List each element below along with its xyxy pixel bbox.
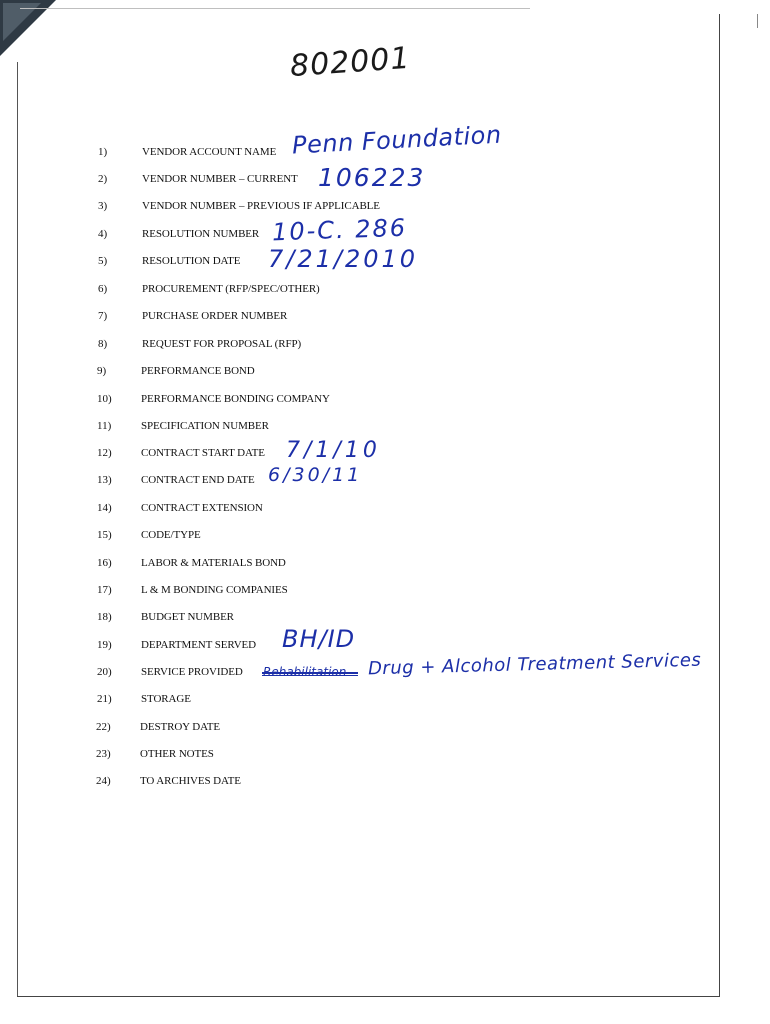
row-label: PROCUREMENT (RFP/SPEC/OTHER) — [142, 283, 320, 295]
row-number: 1) — [98, 146, 108, 158]
contract-start-value: 7/1/10 — [286, 438, 381, 463]
vendor-number-value: 106223 — [318, 163, 426, 192]
row-number: 23) — [96, 748, 111, 760]
resolution-date-value: 7/21/2010 — [268, 245, 419, 273]
strike-through-line — [262, 675, 358, 676]
file-number: 802001 — [288, 40, 412, 85]
row-label: VENDOR NUMBER – CURRENT — [142, 173, 298, 185]
row-number: 15) — [97, 529, 112, 541]
row-label: PURCHASE ORDER NUMBER — [142, 310, 288, 322]
page-border-bottom — [17, 996, 720, 997]
row-number: 3) — [98, 200, 108, 212]
row-label: STORAGE — [141, 693, 191, 705]
row-label: OTHER NOTES — [140, 748, 214, 760]
row-label: SPECIFICATION NUMBER — [141, 420, 269, 432]
row-label: L & M BONDING COMPANIES — [141, 584, 288, 596]
row-label: DEPARTMENT SERVED — [141, 639, 257, 651]
row-number: 24) — [96, 775, 111, 787]
row-number: 2) — [98, 173, 108, 185]
service-provided-value: Drug + Alcohol Treatment Services — [367, 649, 702, 680]
row-label: PERFORMANCE BONDING COMPANY — [141, 393, 330, 405]
row-number: 12) — [97, 447, 112, 459]
row-label: DESTROY DATE — [140, 721, 220, 733]
row-number: 9) — [97, 365, 107, 377]
row-label: LABOR & MATERIALS BOND — [141, 557, 286, 569]
strike-through-line — [262, 672, 358, 674]
row-number: 7) — [98, 310, 108, 322]
page-border-left — [17, 62, 18, 997]
row-number: 8) — [98, 338, 108, 350]
row-number: 11) — [97, 420, 112, 432]
page-border-top — [20, 8, 530, 9]
row-number: 10) — [97, 393, 112, 405]
row-number: 5) — [98, 255, 108, 267]
row-number: 19) — [97, 639, 112, 651]
row-label: RESOLUTION DATE — [142, 255, 241, 267]
row-label: TO ARCHIVES DATE — [140, 775, 241, 787]
vendor-name-value: Penn Foundation — [291, 120, 503, 160]
row-label: VENDOR ACCOUNT NAME — [142, 146, 277, 158]
row-number: 16) — [97, 557, 112, 569]
page-border-right — [719, 14, 720, 997]
row-label: CONTRACT END DATE — [141, 474, 255, 486]
contract-end-value: 6/30/11 — [268, 464, 363, 486]
row-number: 13) — [97, 474, 112, 486]
row-number: 4) — [98, 228, 108, 240]
row-label: SERVICE PROVIDED — [141, 666, 243, 678]
row-label: VENDOR NUMBER – PREVIOUS IF APPLICABLE — [142, 200, 380, 212]
row-number: 20) — [97, 666, 112, 678]
row-label: CONTRACT START DATE — [141, 447, 265, 459]
row-number: 6) — [98, 283, 108, 295]
scan-mark — [757, 14, 758, 28]
row-label: CODE/TYPE — [141, 529, 201, 541]
row-label: BUDGET NUMBER — [141, 611, 234, 623]
row-number: 18) — [97, 611, 112, 623]
row-label: RESOLUTION NUMBER — [142, 228, 260, 240]
row-label: CONTRACT EXTENSION — [141, 502, 263, 514]
resolution-number-value: 10-C. 286 — [271, 213, 408, 247]
row-label: PERFORMANCE BOND — [141, 365, 255, 377]
row-label: REQUEST FOR PROPOSAL (RFP) — [142, 338, 302, 350]
row-number: 14) — [97, 502, 112, 514]
row-number: 21) — [97, 693, 112, 705]
department-served-value: BH/ID — [282, 625, 356, 653]
row-number: 17) — [97, 584, 112, 596]
row-number: 22) — [96, 721, 111, 733]
